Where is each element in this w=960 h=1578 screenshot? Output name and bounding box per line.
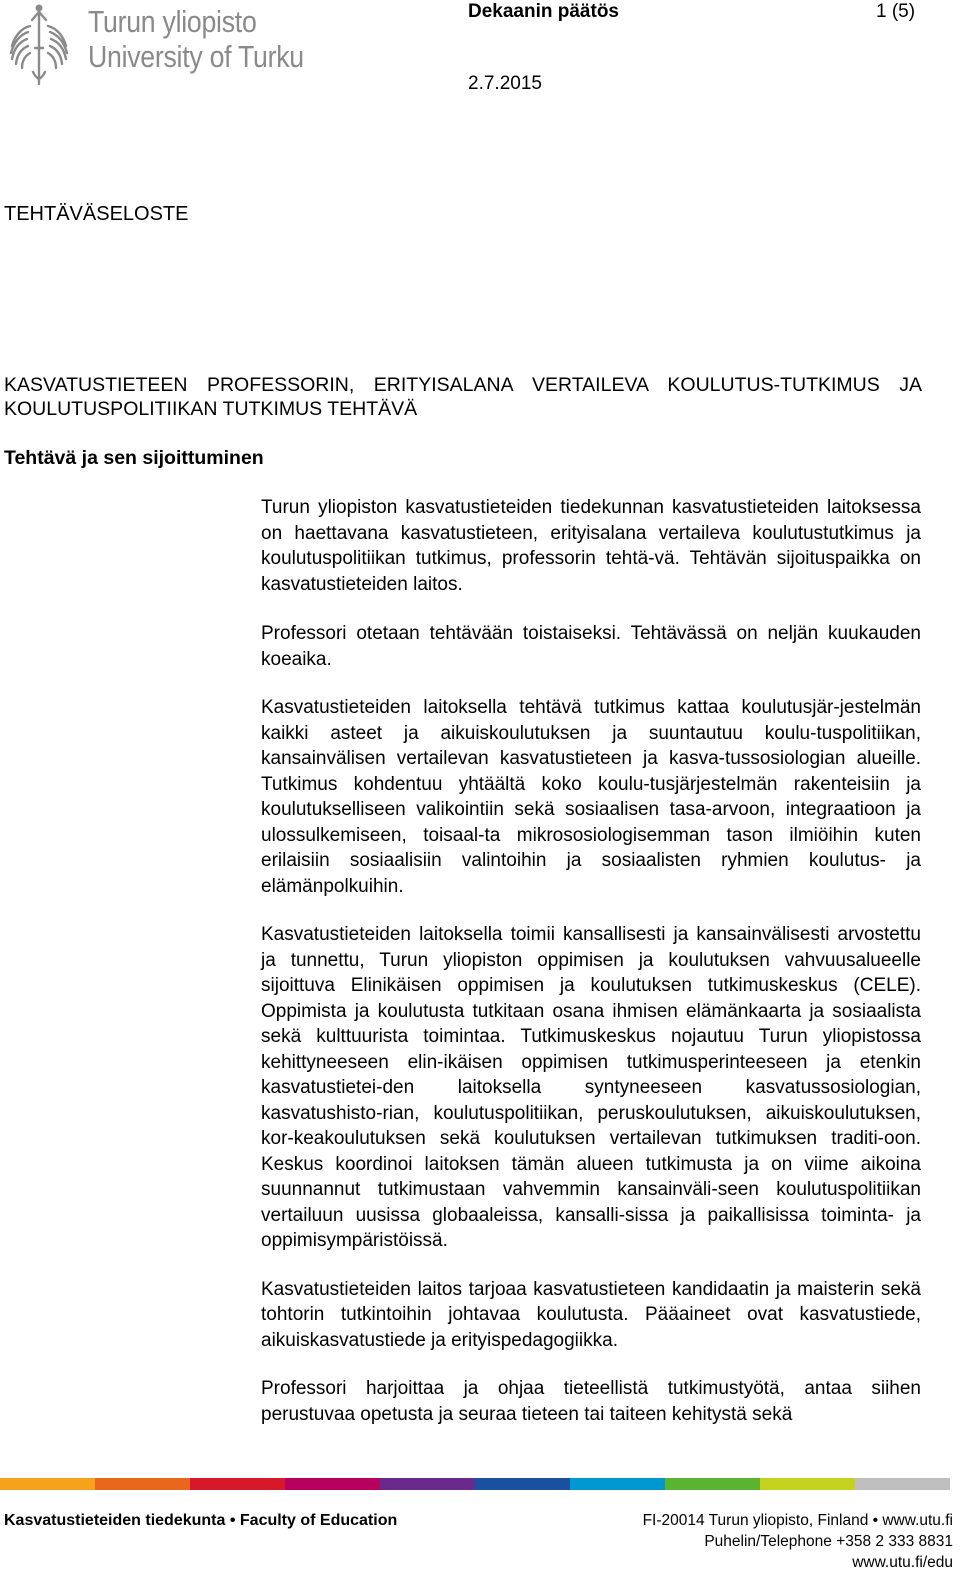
color-stripe-segment [380, 1478, 475, 1490]
color-stripe-segment [760, 1478, 855, 1490]
footer-address: FI-20014 Turun yliopisto, Finland • www.utu.fi [642, 1512, 953, 1529]
paragraph-task-location: Turun yliopiston kasvatustieteiden tiedekunnan kasvatustieteiden laitoksessa on haettavana kasvatustieteen, erityisalana vertaileva koulutustutkimus ja koulutuspolitiikan tutkimus, professorin tehtä-vä. Tehtävän sijoituspaikka on kasvatustieteiden laitos. [261, 497, 921, 595]
paragraph-degree-programmes: Kasvatustieteiden laitos tarjoaa kasvatustieteen kandidaatin ja maisterin sekä tohtorin tutkintoihin johtavaa koulutusta. Pääaineet ovat kasvatustiede, aikuiskasvatustiede ja erityispedagogiikka. [261, 1278, 921, 1351]
paragraph-research-centre: Kasvatustieteiden laitoksella toimii kansallisesti ja kansainvälisesti arvostettu ja tunnettu, Turun yliopiston oppimisen ja koulutuksen vahvuusalueelle sijoittuva Elinikäisen oppimisen ja koulutuksen tutkimuskeskus (CELE). Oppimista ja koulutusta tutkitaan osana ihmisen elämänkaarta ja sosiaalista sekä kulttuurista toimintaa. Tutkimuskeskus nojautuu Turun yliopistossa kehittyneeseen elin-ikäisen oppimisen tutkimusperinteeseen ja etenkin kasvatustietei-den laitoksella syntyneeseen kasvatussosiologian, kasvatushisto-rian, koulutuspolitiikan, peruskoulutuksen, aikuiskoulutuksen, kor-keakoulutuksen sekä koulutuksen vertailevan tutkimuksen traditi-oon. Keskus koordinoi laitoksen tämän alueen tutkimusta ja on viime aikoina suunnannut tutkimustaan vahvemmin kansainväli-seen koulutuspolitiikan vertailuun uusissa globaaleissa, kansalli-sissa ja paikallisissa toiminta- ja oppimisympäristöissä. [261, 924, 921, 1251]
document-type: Dekaanin päätös [468, 1, 619, 22]
university-name [88, 4, 304, 74]
footer-contact [620, 1510, 953, 1573]
paragraph-research-scope: Kasvatustieteiden laitoksella tehtävä tutkimus kattaa koulutusjär-jestelmän kaikki asteet ja aikuiskoulutuksen ja suuntautuu koulu-tuspolitiikan, kansainvälisen vertailevan kasvatustieteen ja kasva-tussosiologian alueille. Tutkimus kohdentuu yhtäältä koko koulu-tusjärjestelmän rakenteisiin ja koulutukselliseen valikointiin sekä sosiaalisen tasa-arvoon, integraatioon ja ulossulkemiseen, toisaal-ta mikrososiologisemman tason ilmiöihin kuten erilaisiin sosiaalisiin valintoihin ja sosiaalisten ryhmien koulutus- ja elämänpolkuihin. [261, 697, 921, 897]
page-number: 1 (5) [876, 1, 916, 22]
paragraph-appointment-terms: Professori otetaan tehtävään toistaiseksi. Tehtävässä on neljän kuukauden koeaika. [261, 623, 921, 670]
color-stripe-segment [855, 1478, 950, 1490]
university-emblem-icon [2, 2, 76, 86]
university-logo [0, 0, 304, 90]
section-heading: Tehtävä ja sen sijoittuminen [4, 447, 264, 469]
color-stripe-segment [190, 1478, 285, 1490]
document-kind: TEHTÄVÄSELOSTE [4, 203, 189, 225]
footer-color-stripe [0, 1478, 950, 1490]
document-date: 2.7.2015 [468, 73, 542, 94]
body-text [261, 495, 921, 1450]
footer-faculty: Kasvatustieteiden tiedekunta • Faculty of Education [4, 1512, 398, 1529]
color-stripe-segment [285, 1478, 380, 1490]
color-stripe-segment [665, 1478, 760, 1490]
logo-name-fi: Turun yliopisto [88, 4, 257, 39]
footer-web-link[interactable]: www.utu.fi/edu [852, 1554, 953, 1571]
paragraph-professor-duties: Professori harjoittaa ja ohjaa tieteellistä tutkimustyötä, antaa siihen perustuvaa opetusta ja seuraa tieteen tai taiteen kehitystä sekä [261, 1378, 921, 1425]
color-stripe-segment [95, 1478, 190, 1490]
color-stripe-segment [475, 1478, 570, 1490]
color-stripe-segment [0, 1478, 95, 1490]
position-title: KASVATUSTIETEEN PROFESSORIN, ERITYISALANA VERTAILEVA KOULUTUS-TUTKIMUS JA KOULUTUSPOLITIIKAN TUTKIMUS TEHTÄVÄ [4, 374, 922, 420]
color-stripe-segment [570, 1478, 665, 1490]
footer-phone: Puhelin/Telephone +358 2 333 8831 [704, 1533, 953, 1550]
logo-name-en: University of Turku [88, 39, 304, 74]
